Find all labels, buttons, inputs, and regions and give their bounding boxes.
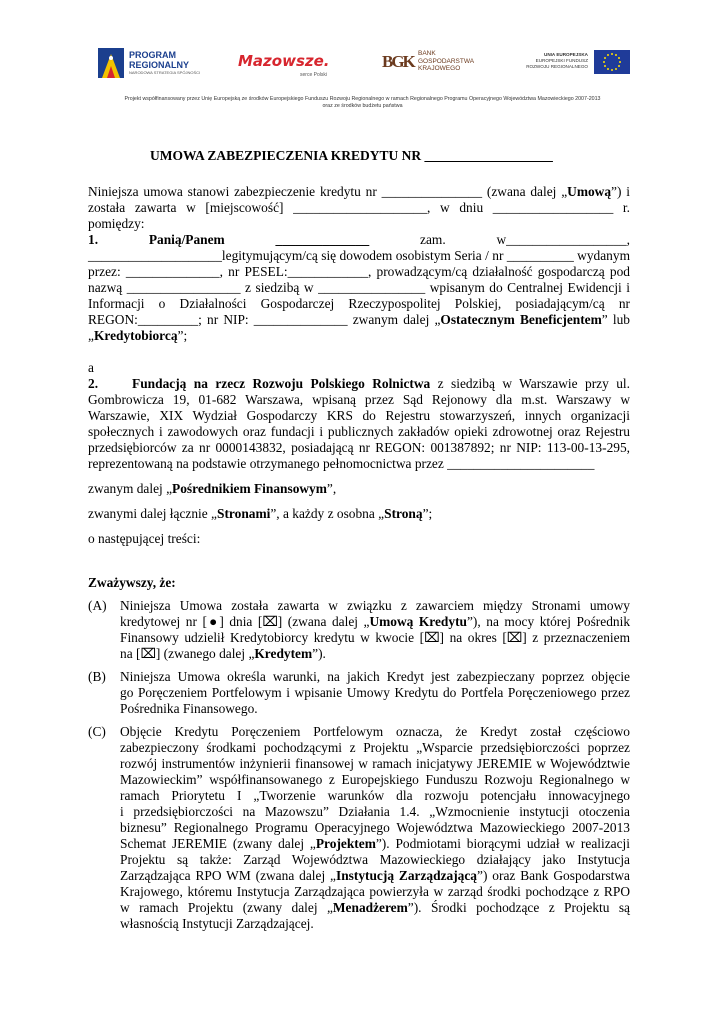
whereas-label-c: (C)	[88, 724, 106, 739]
party2-line1: 2. Fundacją na rzecz Rozwoju Polskiego Rolnictwa z siedzibą w Warszawie przy ul.	[88, 376, 630, 391]
eu-line3: ROZWOJU REGIONALNEGO	[526, 64, 588, 69]
mazowsze-tagline: serce Polski	[300, 72, 327, 78]
document-title	[150, 148, 553, 164]
mazowsze-name: Mazowsze.	[238, 52, 330, 70]
party2-line3: Warszawie, XIX Wydział Gospodarczy KRS do Rejestru stowarzyszeń, innych organizacji	[88, 408, 630, 423]
bgk-line2: GOSPODARSTWA	[418, 57, 475, 65]
party1-city-blank: w__________________,	[496, 232, 630, 247]
funding-line1: Projekt współfinansowany przez Unię Europejską ze środków Europejskiego Funduszu Rozwoju Regionalnego w ramach Regionalnego Programu Operacyjnego Województwa Mazowieckiego 2007-2013	[124, 96, 601, 102]
party2-line6: reprezentowaną na podstawie otrzymanego pełnomocnictwa przez ______________________	[88, 456, 595, 471]
party1-line3: przez: ______________, nr PESEL:____________, prowadzącym/cą działalność gospodarczą pod	[88, 264, 630, 279]
party1-line7: „Kredytobiorcą”;	[88, 328, 188, 343]
party1-label: Panią/Panem	[148, 232, 225, 247]
party1-name-blank: ______________	[275, 232, 370, 247]
title-text: UMOWA ZABEZPIECZENIA KREDYTU NR	[150, 148, 422, 163]
whereas-label-a: (A)	[88, 598, 107, 613]
party1-line5: Informacji o Działalności Gospodarczej Rzeczypospolitej Polskiej, posiadającym/cą nr	[88, 296, 630, 311]
whereas-label-b: (B)	[88, 669, 106, 684]
party2-line4: społecznych i zawodowych oraz fundacji i publicznych zakładów opieki zdrowotnej oraz Rejestru	[88, 424, 630, 439]
bgk-line1: BANK	[418, 50, 436, 57]
eu-line1: UNIA EUROPEJSKA	[544, 52, 588, 57]
funding-line2: oraz ze środków budżetu państwa	[322, 103, 403, 109]
whereas-heading: Zważywszy, że:	[88, 575, 176, 590]
conjunction: a	[88, 360, 94, 375]
intro-line1: Niniejsza umowa stanowi zabezpieczenie kredytu nr _______________ (zwana dalej „Umową”) i	[88, 184, 630, 199]
whereas-item-b: (B) Niniejsza Umowa określa warunki, na jakich Kredyt jest zabezpieczany poprzez objęcie go Poręczeniem Portfelowym i wpisanie Umowy Kredytu do Portfela Poręczeniowego przez Pośrednika Finansowego.	[88, 669, 630, 716]
following-content: o następującej treści:	[88, 531, 201, 546]
party1-zam: zam.	[420, 232, 446, 247]
party1-line2: ____________________legitymującym/cą się dowodem osobistym Seria / nr __________ wydanym	[88, 248, 630, 263]
eu-flag-icon	[594, 50, 630, 74]
intro-line2: została zawarta w [miejscowość] ____________________, w dniu __________________ r.	[88, 200, 630, 215]
program-line2: REGIONALNY	[129, 60, 190, 70]
logo-bar	[90, 34, 635, 94]
whereas-item-a: (A) Niniejsza Umowa została zawarta w związku z zawarciem między Stronami umowy kredytowej nr [●] dnia [⌧] (zwana dalej „Umową Kredytu”), na mocy której Pośrednik Finansowy udzielił Kredytobiorcy kredytu w kwocie [⌧] na okres [⌧] z przeznaczeniem na [⌧] (zwanego dalej „Kredytem”).	[88, 598, 631, 661]
document-body	[88, 184, 630, 939]
program-line1: PROGRAM	[129, 50, 176, 60]
party2-line5: przedsiębiorców za nr 0000143832, posiadającą nr REGON: 001387892; nr NIP: 113-00-13-295,	[88, 440, 630, 455]
party1-line4: nazwą _________________ z siedzibą w ________________ wpisanym do Centralnej Ewidencji i	[88, 280, 630, 295]
whereas-item-c: (C) Objęcie Kredytu Poręczeniem Portfelowym oznacza, że Kredyt został częściowo zabezpieczony środkami pochodzącymi z Projektu „Wsparcie przedsiębiorczości poprzez rozwój instrumentów inżynierii finansowej w ramach inicjatywy JEREMIE w Województwie Mazowieckim” współfinansowanego z Europejskiego Funduszu Rozwoju Regionalnego w ramach Priorytetu I „Tworzenie warunków dla rozwoju potencjału innowacyjnego i przedsiębiorczości na Mazowszu” Działania 1.4. „Wzmocnienie instytucji otoczenia biznesu” Regionalnego Programu Operacyjnego Województwa Mazowieckiego 2007-2013 Schemat JEREMIE (zwany dalej „Projektem”). Podmiotami biorącymi udział w realizacji Projektu są także: Zarząd Województwa Mazowieckiego działający jako Instytucja Zarządzająca RPO WM (zwana dalej „Instytucją Zarządzającą”) oraz Bank Gospodarstwa Krajowego, któremu Instytucja Zarządzająca powierzyła w zarząd środki pochodzące z RPO w ramach Projektu (zwany dalej „Menadżerem”). Środki pochodzące z Projektu są własnością Instytucji Zarządzającej.	[88, 724, 631, 931]
intro-line3: pomiędzy:	[88, 216, 145, 231]
party1-line6: REGON:_________; nr NIP: ______________ zwanym dalej „Ostatecznym Beneficjentem” lub	[88, 312, 630, 327]
party2-line2: Gombrowicza 19, 01-682 Warszawa, wpisaną przez Sąd Rejonowy dla m.st. Warszawy w	[88, 392, 630, 407]
bgk-logo	[382, 34, 492, 94]
program-regionalny-logo	[98, 34, 218, 94]
party1-header	[88, 232, 630, 248]
eu-line2: EUROPEJSKI FUNDUSZ	[535, 58, 588, 63]
named-parties: zwanymi dalej łącznie „Stronami”, a każdy z osobna „Stroną”;	[88, 506, 433, 521]
eu-logo	[512, 34, 632, 94]
nss-emblem-icon	[98, 48, 124, 78]
mazowsze-logo	[238, 34, 338, 94]
funding-notice	[90, 96, 635, 110]
title-number-blank: ___________________	[424, 148, 553, 163]
program-line3: NARODOWA STRATEGIA SPÓJNOŚCI	[129, 70, 201, 75]
bgk-mark: BGK	[382, 52, 414, 71]
party1-number: 1.	[88, 232, 99, 247]
bgk-line3: KRAJOWEGO	[418, 65, 461, 72]
named-intermediary: zwanym dalej „Pośrednikiem Finansowym”,	[88, 481, 337, 496]
